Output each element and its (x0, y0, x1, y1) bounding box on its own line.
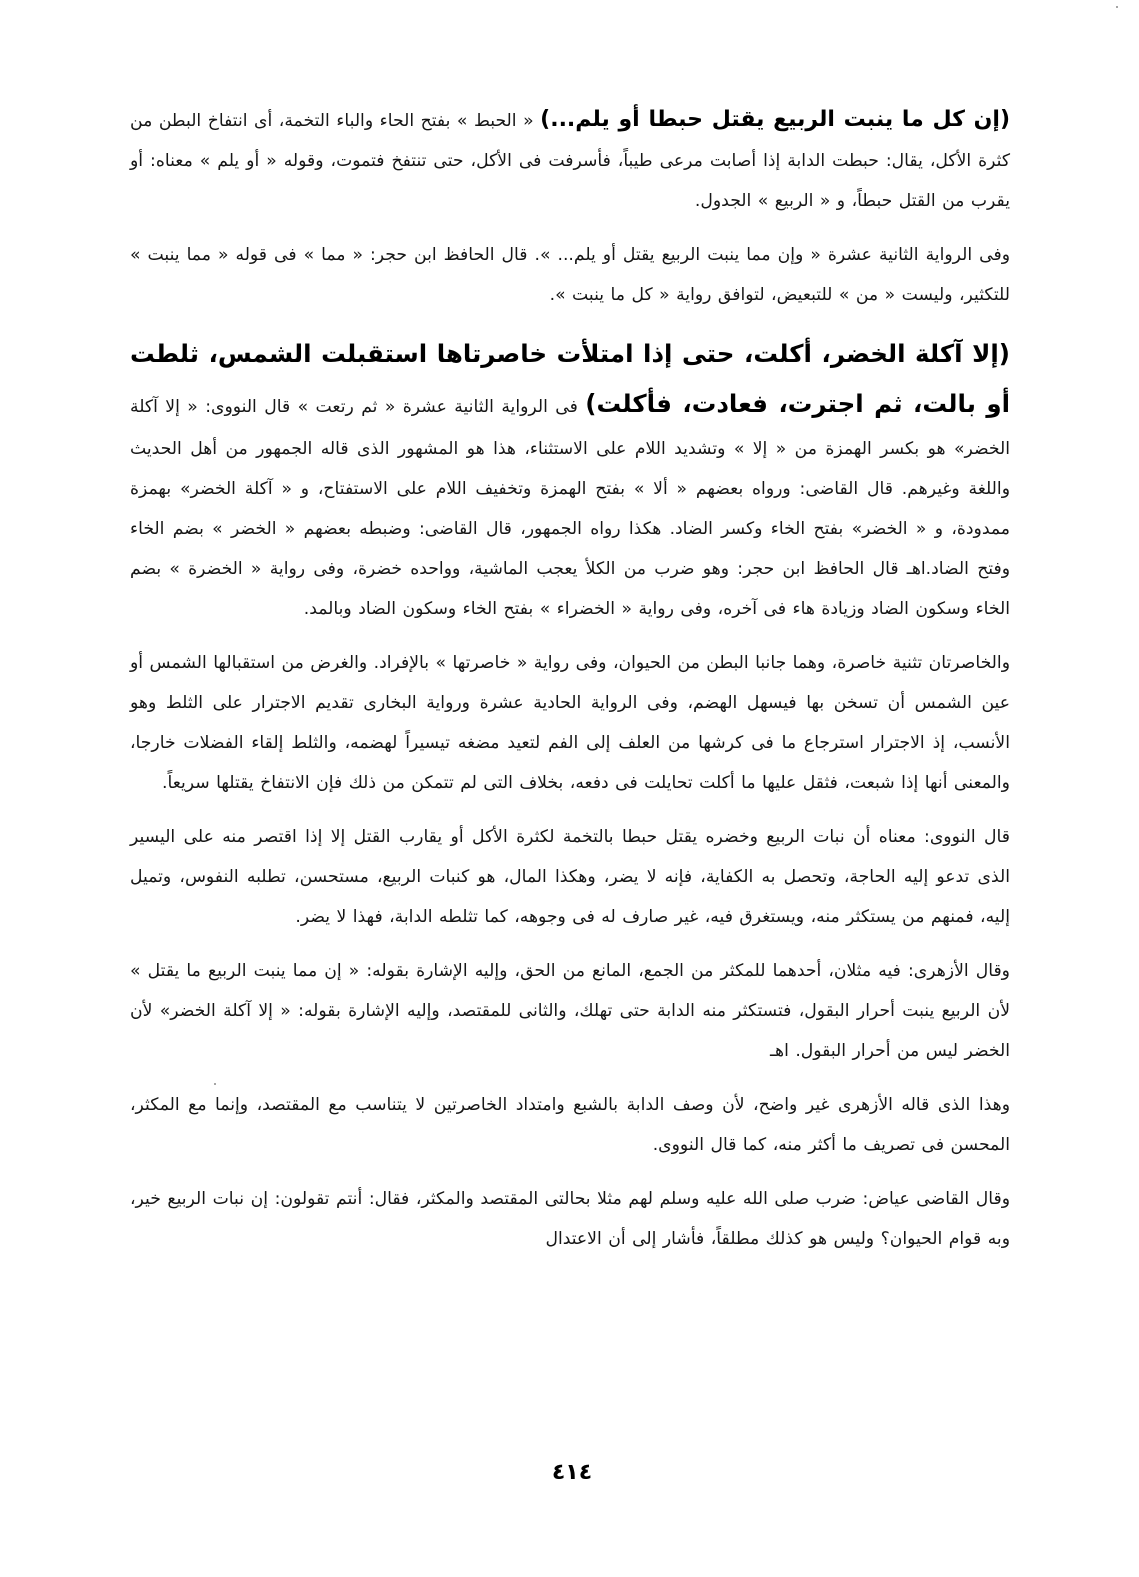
paragraph-1 (130, 100, 1010, 221)
paragraph-5 (130, 817, 1010, 937)
paragraph-6-text: وقال الأزهرى: فيه مثلان، أحدهما للمكثر من الجمع، المانع من الحق، وإليه الإشارة بقوله: « إن مما ينبت الربيع ما يقتل » لأن الربيع ينبت أحرار البقول، فتستكثر منه الدابة حتى تهلك، والثانى للمقتصد، وإليه الإشارة بقوله: « إلا آكلة الخضر» لأن الخضر ليس من أحرار البقول. اهـ (130, 961, 1010, 1061)
paragraph-6 (130, 951, 1010, 1071)
paragraph-7-text: وهذا الذى قاله الأزهرى غير واضح، لأن وصف الدابة بالشبع وامتداد الخاصرتين لا يتناسب مع المقتصد، وإنما مع المكثر، المحسن فى تصريف ما أكثر منه، كما قال النووى. (130, 1095, 1010, 1155)
scan-speck (1116, 6, 1118, 8)
paragraph-3 (130, 329, 1010, 629)
paragraph-2-text: وفى الرواية الثانية عشرة « وإن مما ينبت الربيع يقتل أو يلم... ». قال الحافظ ابن حجر: « مما » فى قوله « مما ينبت » للتكثير، وليست « من » للتبعيض، لتوافق رواية « كل ما ينبت ». (130, 245, 1010, 305)
paragraph-7 (130, 1085, 1010, 1165)
scan-speck (214, 1083, 216, 1085)
page-body (130, 92, 1010, 1512)
paragraph-5-text: قال النووى: معناه أن نبات الربيع وخضره يقتل حبطا بالتخمة لكثرة الأكل أو يقارب القتل إلا إذا اقتصر منه على اليسير الذى تدعو إليه الحاجة، وتحصل به الكفاية، فإنه لا يضر، وهكذا المال، هو كنبات الربيع، مستحسن، تطلبه النفوس، وتميل إليه، فمنهم من يستكثر منه، ويستغرق فيه، غير صارف له فى وجوهه، كما تثلطه الدابة، فهذا لا يضر. (130, 827, 1010, 927)
paragraph-8 (130, 1179, 1010, 1259)
page-number: ٤١٤ (551, 1460, 593, 1485)
paragraph-4-text: والخاصرتان تثنية خاصرة، وهما جانبا البطن من الحيوان، وفى رواية « خاصرتها » بالإفراد. والغرض من استقبالها الشمس أو عين الشمس أن تسخن بها فيسهل الهضم، وفى الرواية الحادية عشرة ورواية البخارى تقديم الاجترار على الثلط وهو الأنسب، إذ الاجترار استرجاع ما فى كرشها من العلف إلى الفم لتعيد مضغه تيسيراً لهضمه، والثلط إلقاء الفضلات خارجا، والمعنى أنها إذا شبعت، فثقل عليها ما أكلت تحايلت فى دفعه، بخلاف التى لم تتمكن من ذلك فإن الانتفاخ يقتلها سريعاً. (130, 653, 1010, 793)
paragraph-8-text: وقال القاضى عياض: ضرب صلى الله عليه وسلم لهم مثلا بحالتى المقتصد والمكثر، فقال: أنتم تقولون: إن نبات الربيع خير، وبه قوام الحيوان؟ وليس هو كذلك مطلقاً، فأشار إلى أن الاعتدال (130, 1189, 1010, 1249)
hadith-phrase-2: (إلا آكلة الخضر، أكلت، حتى إذا امتلأت خاصرتاها استقبلت الشمس، ثلطت أو بالت، ثم اجترت، فعادت، فأكلت) (130, 339, 1011, 418)
hadith-phrase-1: (إن كل ما ينبت الربيع يقتل حبطا أو يلم...) (540, 107, 1010, 132)
paragraph-2 (130, 235, 1010, 315)
paragraph-1-text: « الحبط » بفتح الحاء والباء التخمة، أى انتفاخ البطن من كثرة الأكل، يقال: حبطت الدابة إذا أصابت مرعى طيباً، فأسرفت فى الأكل، حتى تنتفخ فتموت، وقوله « أو يلم » معناه: أو يقرب من القتل حبطاً، و « الربيع » الجدول. (130, 111, 1010, 211)
paragraph-4 (130, 643, 1010, 803)
paragraph-3-text: فى الرواية الثانية عشرة « ثم رتعت » قال النووى: « إلا آكلة الخضر» هو بكسر الهمزة من « إلا » وتشديد اللام على الاستثناء، هذا هو المشهور الذى قاله الجمهور من أهل الحديث واللغة وغيرهم. قال القاضى: ورواه بعضهم « ألا » بفتح الهمزة وتخفيف اللام على الاستفتاح، و « آكلة الخضر» بهمزة ممدودة، و « الخضر» بفتح الخاء وكسر الضاد. هكذا رواه الجمهور، قال القاضى: وضبطه بعضهم « الخضر » بضم الخاء وفتح الضاد.اهـ قال الحافظ ابن حجر: وهو ضرب من الكلأ يعجب الماشية، وواحده خضرة، وفى رواية « الخضرة » بضم الخاء وسكون الضاد وزيادة هاء فى آخره، وفى رواية « الخضراء » بفتح الخاء وسكون الضاد وبالمد. (130, 397, 1010, 619)
